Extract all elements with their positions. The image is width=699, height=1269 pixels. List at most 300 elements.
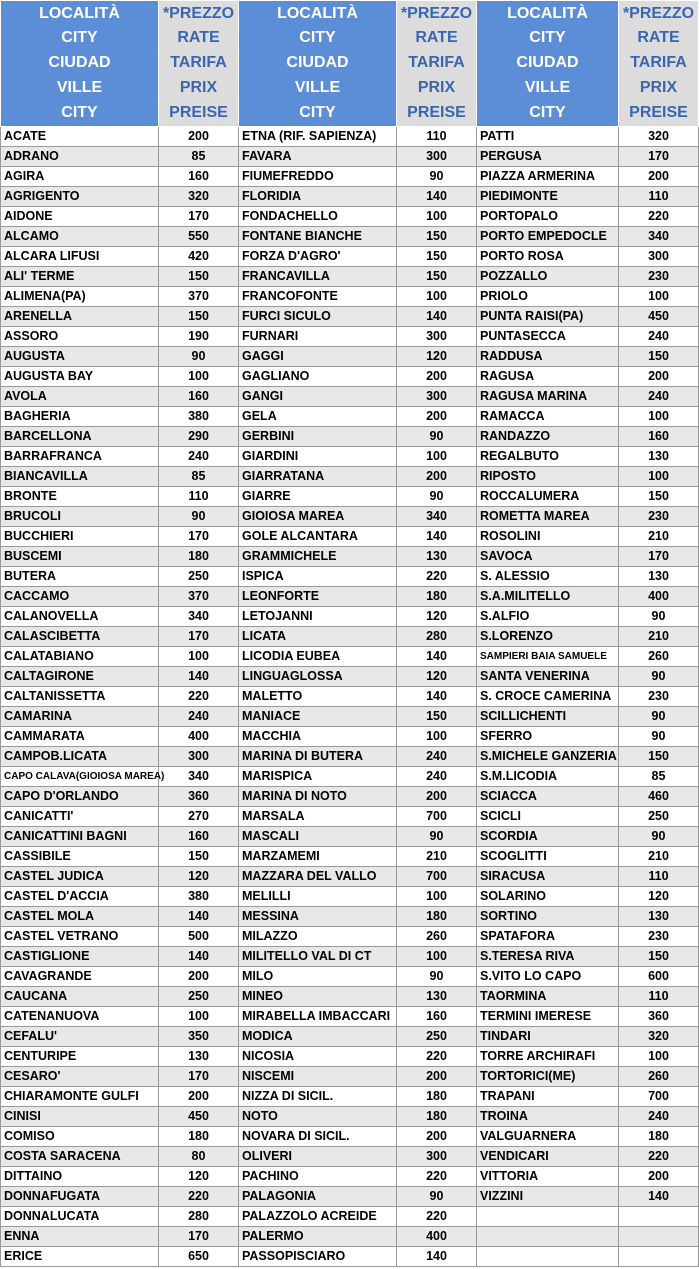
location-cell: SCILLICHENTI (477, 707, 619, 727)
location-cell: S.MICHELE GANZERIA (477, 747, 619, 767)
price-cell: 220 (397, 1047, 477, 1067)
location-cell: PERGUSA (477, 147, 619, 167)
location-cell: S.M.LICODIA (477, 767, 619, 787)
location-cell: REGALBUTO (477, 447, 619, 467)
price-cell: 240 (619, 387, 699, 407)
price-cell: 240 (159, 707, 239, 727)
price-cell: 170 (159, 1227, 239, 1247)
header-line: *PREZZO (400, 4, 473, 22)
price-cell: 120 (159, 867, 239, 887)
price-cell: 220 (619, 207, 699, 227)
price-cell: 210 (397, 847, 477, 867)
location-cell: S.A.MILITELLO (477, 587, 619, 607)
location-cell: BAGHERIA (1, 407, 159, 427)
header-line: CITY (299, 103, 336, 121)
price-cell: 180 (397, 907, 477, 927)
table-row (1, 1247, 699, 1267)
location-cell: COMISO (1, 1127, 159, 1147)
table-row (1, 1107, 699, 1127)
location-cell: FONTANE BIANCHE (239, 227, 397, 247)
location-cell: CASTEL MOLA (1, 907, 159, 927)
location-cell: PORTO ROSA (477, 247, 619, 267)
price-cell: 250 (159, 567, 239, 587)
price-cell: 300 (397, 147, 477, 167)
price-cell: 180 (619, 1127, 699, 1147)
price-cell: 250 (397, 1027, 477, 1047)
location-cell: LEONFORTE (239, 587, 397, 607)
header-row (1, 1, 699, 127)
location-cell: NISCEMI (239, 1067, 397, 1087)
location-cell: CAPO D'ORLANDO (1, 787, 159, 807)
location-cell: PUNTASECCA (477, 327, 619, 347)
table-row (1, 127, 699, 147)
price-cell: 320 (159, 187, 239, 207)
location-cell: PASSOPISCIARO (239, 1247, 397, 1267)
table-row (1, 467, 699, 487)
table-row (1, 1027, 699, 1047)
table-row (1, 1207, 699, 1227)
location-cell: ERICE (1, 1247, 159, 1267)
location-cell: TAORMINA (477, 987, 619, 1007)
header-line: VILLE (524, 78, 571, 96)
price-cell: 600 (619, 967, 699, 987)
table-row (1, 427, 699, 447)
price-cell: 340 (397, 507, 477, 527)
location-cell: TROINA (477, 1107, 619, 1127)
header-line: CIUDAD (516, 54, 579, 72)
price-cell: 120 (397, 347, 477, 367)
table-row (1, 967, 699, 987)
location-cell: ADRANO (1, 147, 159, 167)
location-cell: AUGUSTA BAY (1, 367, 159, 387)
price-cell: 550 (159, 227, 239, 247)
header-line: LOCALITÀ (507, 4, 588, 22)
location-cell: ASSORO (1, 327, 159, 347)
price-cell: 90 (397, 827, 477, 847)
price-cell: 220 (397, 567, 477, 587)
location-cell: TORTORICI(ME) (477, 1067, 619, 1087)
price-cell: 200 (619, 1167, 699, 1187)
location-cell: ALCAMO (1, 227, 159, 247)
header-line: *PREZZO (162, 4, 235, 22)
location-cell: PACHINO (239, 1167, 397, 1187)
table-row (1, 607, 699, 627)
price-cell: 100 (619, 467, 699, 487)
table-row (1, 447, 699, 467)
location-cell: CHIARAMONTE GULFI (1, 1087, 159, 1107)
location-cell: SCICLI (477, 807, 619, 827)
location-cell: MARZAMEMI (239, 847, 397, 867)
header-line: CIUDAD (48, 54, 111, 72)
location-cell: S. ALESSIO (477, 567, 619, 587)
table-row (1, 287, 699, 307)
table-row (1, 647, 699, 667)
price-cell: 140 (159, 667, 239, 687)
table-row (1, 1227, 699, 1247)
price-cell: 100 (619, 1047, 699, 1067)
header-line: LOCALITÀ (39, 4, 120, 22)
location-cell: CALTANISSETTA (1, 687, 159, 707)
location-cell: ETNA (RIF. SAPIENZA) (239, 127, 397, 147)
price-cell: 450 (159, 1107, 239, 1127)
location-cell: CAVAGRANDE (1, 967, 159, 987)
location-cell: MILITELLO VAL DI CT (239, 947, 397, 967)
location-cell: BUCCHIERI (1, 527, 159, 547)
location-cell: GAGLIANO (239, 367, 397, 387)
price-cell: 140 (397, 307, 477, 327)
price-cell: 90 (397, 427, 477, 447)
price-header (619, 1, 699, 127)
location-cell: CASSIBILE (1, 847, 159, 867)
price-cell: 460 (619, 787, 699, 807)
table-row (1, 187, 699, 207)
price-header (159, 1, 239, 127)
location-cell: FAVARA (239, 147, 397, 167)
price-cell: 130 (159, 1047, 239, 1067)
location-cell: GIARRATANA (239, 467, 397, 487)
price-cell: 120 (619, 887, 699, 907)
price-cell (619, 1207, 699, 1227)
price-cell: 170 (159, 207, 239, 227)
price-cell: 100 (397, 287, 477, 307)
price-cell: 120 (159, 1167, 239, 1187)
table-row (1, 867, 699, 887)
location-cell: LICATA (239, 627, 397, 647)
header-line: TARIFA (630, 54, 687, 72)
location-cell: ALI' TERME (1, 267, 159, 287)
price-cell: 130 (619, 447, 699, 467)
price-cell: 700 (619, 1087, 699, 1107)
location-cell: SCOGLITTI (477, 847, 619, 867)
header-line: PREISE (169, 103, 228, 121)
price-cell: 85 (619, 767, 699, 787)
price-cell: 100 (159, 647, 239, 667)
location-cell: GIOIOSA MAREA (239, 507, 397, 527)
price-cell: 200 (397, 367, 477, 387)
price-cell: 400 (159, 727, 239, 747)
location-cell: VIZZINI (477, 1187, 619, 1207)
table-row (1, 1047, 699, 1067)
price-cell: 240 (159, 447, 239, 467)
location-cell: OLIVERI (239, 1147, 397, 1167)
location-cell: CAMARINA (1, 707, 159, 727)
location-cell: CALASCIBETTA (1, 627, 159, 647)
location-cell: CASTEL JUDICA (1, 867, 159, 887)
price-cell: 150 (159, 847, 239, 867)
price-cell: 700 (397, 867, 477, 887)
price-cell: 120 (397, 667, 477, 687)
table-row (1, 167, 699, 187)
price-cell: 110 (619, 187, 699, 207)
table-row (1, 387, 699, 407)
location-cell: MACCHIA (239, 727, 397, 747)
header-line: TARIFA (408, 54, 465, 72)
location-cell: NOTO (239, 1107, 397, 1127)
price-cell (619, 1247, 699, 1267)
header-line: PRIX (417, 78, 456, 96)
location-cell: RIPOSTO (477, 467, 619, 487)
location-cell: LETOJANNI (239, 607, 397, 627)
location-cell: AUGUSTA (1, 347, 159, 367)
table-row (1, 1167, 699, 1187)
location-cell: BRUCOLI (1, 507, 159, 527)
location-cell: CANICATTINI BAGNI (1, 827, 159, 847)
location-cell: NOVARA DI SICIL. (239, 1127, 397, 1147)
location-cell: RAMACCA (477, 407, 619, 427)
location-cell: ROSOLINI (477, 527, 619, 547)
price-cell: 240 (397, 747, 477, 767)
location-cell (477, 1247, 619, 1267)
price-cell: 100 (619, 407, 699, 427)
table-row (1, 227, 699, 247)
table-row (1, 1127, 699, 1147)
location-cell: SIRACUSA (477, 867, 619, 887)
table-row (1, 727, 699, 747)
table-row (1, 247, 699, 267)
price-cell: 210 (619, 527, 699, 547)
price-cell: 230 (619, 927, 699, 947)
location-cell: VALGUARNERA (477, 1127, 619, 1147)
price-cell: 140 (397, 687, 477, 707)
table-row (1, 1087, 699, 1107)
table-row (1, 907, 699, 927)
price-cell: 380 (159, 887, 239, 907)
location-cell: MARINA DI NOTO (239, 787, 397, 807)
location-cell: ALCARA LIFUSI (1, 247, 159, 267)
location-cell: PORTO EMPEDOCLE (477, 227, 619, 247)
price-cell: 190 (159, 327, 239, 347)
table-row (1, 927, 699, 947)
price-cell: 450 (619, 307, 699, 327)
table-row (1, 1007, 699, 1027)
price-header (397, 1, 477, 127)
price-cell: 160 (397, 1007, 477, 1027)
location-cell: FORZA D'AGRO' (239, 247, 397, 267)
table-row (1, 767, 699, 787)
location-cell: DONNALUCATA (1, 1207, 159, 1227)
location-cell: NIZZA DI SICIL. (239, 1087, 397, 1107)
header-line: CITY (61, 103, 98, 121)
price-cell: 140 (159, 907, 239, 927)
location-cell: MILAZZO (239, 927, 397, 947)
price-cell: 90 (619, 707, 699, 727)
location-cell: GERBINI (239, 427, 397, 447)
location-cell: ROCCALUMERA (477, 487, 619, 507)
price-cell: 340 (619, 227, 699, 247)
price-cell (619, 1227, 699, 1247)
price-cell: 170 (159, 1067, 239, 1087)
price-cell: 300 (619, 247, 699, 267)
location-cell: POZZALLO (477, 267, 619, 287)
price-cell: 320 (619, 127, 699, 147)
price-cell: 300 (397, 1147, 477, 1167)
location-cell: S. CROCE CAMERINA (477, 687, 619, 707)
price-cell: 400 (397, 1227, 477, 1247)
location-cell: S.LORENZO (477, 627, 619, 647)
price-cell: 230 (619, 267, 699, 287)
location-cell: ENNA (1, 1227, 159, 1247)
price-cell: 370 (159, 287, 239, 307)
location-cell: PALAGONIA (239, 1187, 397, 1207)
price-cell: 250 (159, 987, 239, 1007)
table-row (1, 1067, 699, 1087)
price-cell: 200 (397, 1127, 477, 1147)
table-row (1, 627, 699, 647)
price-cell: 200 (397, 787, 477, 807)
price-cell: 130 (397, 547, 477, 567)
price-cell: 150 (619, 747, 699, 767)
location-cell: CANICATTI' (1, 807, 159, 827)
location-cell: CESARO' (1, 1067, 159, 1087)
table-row (1, 947, 699, 967)
price-cell: 220 (159, 1187, 239, 1207)
header-line: CIUDAD (286, 54, 349, 72)
price-cell: 85 (159, 467, 239, 487)
location-cell: RAGUSA MARINA (477, 387, 619, 407)
location-cell: CALANOVELLA (1, 607, 159, 627)
price-cell: 90 (619, 667, 699, 687)
table-row (1, 807, 699, 827)
price-cell: 90 (397, 1187, 477, 1207)
price-cell: 400 (619, 587, 699, 607)
price-cell: 80 (159, 1147, 239, 1167)
price-cell: 170 (159, 527, 239, 547)
price-cell: 150 (619, 947, 699, 967)
location-cell: TRAPANI (477, 1087, 619, 1107)
location-cell: MODICA (239, 1027, 397, 1047)
location-cell: RAGUSA (477, 367, 619, 387)
table-row (1, 407, 699, 427)
header-line: TARIFA (170, 54, 227, 72)
location-cell: AGIRA (1, 167, 159, 187)
location-cell: CAPO CALAVA(GIOIOSA MAREA) (1, 767, 159, 787)
location-header (1, 1, 159, 127)
table-row (1, 747, 699, 767)
price-cell: 150 (397, 247, 477, 267)
price-cell: 110 (619, 987, 699, 1007)
price-cell: 90 (619, 727, 699, 747)
price-cell: 180 (159, 547, 239, 567)
location-cell: MANIACE (239, 707, 397, 727)
location-cell: BUTERA (1, 567, 159, 587)
price-cell: 700 (397, 807, 477, 827)
table-row (1, 847, 699, 867)
location-cell: PIAZZA ARMERINA (477, 167, 619, 187)
location-cell: VENDICARI (477, 1147, 619, 1167)
header-line: PRIX (179, 78, 218, 96)
location-cell: BIANCAVILLA (1, 467, 159, 487)
location-cell: SAMPIERI BAIA SAMUELE (477, 647, 619, 667)
location-cell: NICOSIA (239, 1047, 397, 1067)
price-cell: 240 (619, 327, 699, 347)
price-cell: 360 (619, 1007, 699, 1027)
price-cell: 90 (159, 347, 239, 367)
table-row (1, 687, 699, 707)
table-row (1, 547, 699, 567)
location-cell: FIUMEFREDDO (239, 167, 397, 187)
location-cell: LICODIA EUBEA (239, 647, 397, 667)
location-cell: SAVOCA (477, 547, 619, 567)
table-row (1, 667, 699, 687)
location-cell: TINDARI (477, 1027, 619, 1047)
price-cell: 170 (619, 147, 699, 167)
location-cell: BARCELLONA (1, 427, 159, 447)
price-cell: 140 (159, 947, 239, 967)
location-cell: CALATABIANO (1, 647, 159, 667)
location-cell: CEFALU' (1, 1027, 159, 1047)
location-cell: CENTURIPE (1, 1047, 159, 1067)
price-cell: 130 (397, 987, 477, 1007)
location-cell: DITTAINO (1, 1167, 159, 1187)
price-cell: 180 (159, 1127, 239, 1147)
location-header (477, 1, 619, 127)
price-cell: 90 (619, 827, 699, 847)
location-cell: MARINA DI BUTERA (239, 747, 397, 767)
price-cell: 90 (397, 167, 477, 187)
location-cell: GRAMMICHELE (239, 547, 397, 567)
header-line: RATE (177, 29, 220, 47)
table-row (1, 987, 699, 1007)
location-cell: GANGI (239, 387, 397, 407)
price-cell: 160 (159, 827, 239, 847)
location-cell: GAGGI (239, 347, 397, 367)
table-row (1, 307, 699, 327)
price-cell: 140 (619, 1187, 699, 1207)
location-cell: PALERMO (239, 1227, 397, 1247)
table-row (1, 567, 699, 587)
price-cell: 120 (397, 607, 477, 627)
price-cell: 180 (397, 1087, 477, 1107)
location-cell: CASTIGLIONE (1, 947, 159, 967)
price-cell: 160 (159, 167, 239, 187)
price-cell: 130 (619, 567, 699, 587)
rate-table-body (1, 127, 699, 1267)
price-cell: 650 (159, 1247, 239, 1267)
price-cell: 360 (159, 787, 239, 807)
price-cell: 150 (397, 707, 477, 727)
price-cell: 220 (397, 1207, 477, 1227)
location-cell: MELILLI (239, 887, 397, 907)
location-cell: ROMETTA MAREA (477, 507, 619, 527)
price-cell: 130 (619, 907, 699, 927)
location-cell: AVOLA (1, 387, 159, 407)
location-cell: LINGUAGLOSSA (239, 667, 397, 687)
price-cell: 100 (619, 287, 699, 307)
price-cell: 170 (159, 627, 239, 647)
price-cell: 200 (397, 467, 477, 487)
price-cell: 300 (397, 387, 477, 407)
location-cell: SOLARINO (477, 887, 619, 907)
location-cell: SANTA VENERINA (477, 667, 619, 687)
header-line: CITY (529, 103, 566, 121)
price-cell: 250 (619, 807, 699, 827)
location-cell: PATTI (477, 127, 619, 147)
price-cell: 180 (397, 1107, 477, 1127)
price-cell: 220 (397, 1167, 477, 1187)
table-row (1, 507, 699, 527)
location-cell: RANDAZZO (477, 427, 619, 447)
price-cell: 200 (159, 127, 239, 147)
location-cell: CASTEL VETRANO (1, 927, 159, 947)
price-cell: 150 (397, 227, 477, 247)
header-line: CITY (529, 29, 566, 47)
price-cell: 100 (397, 447, 477, 467)
price-cell: 140 (397, 647, 477, 667)
location-cell: BRONTE (1, 487, 159, 507)
table-row (1, 267, 699, 287)
header-line: VILLE (294, 78, 341, 96)
price-cell: 100 (159, 1007, 239, 1027)
